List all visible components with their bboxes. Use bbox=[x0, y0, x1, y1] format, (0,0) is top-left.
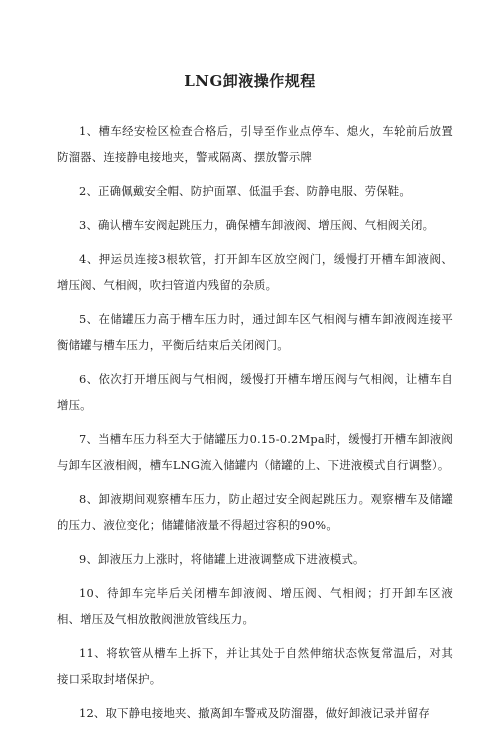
paragraph-8: 8、卸液期间观察槽车压力，防止超过安全阀起跳压力。观察槽车及储罐的压力、液位变化；储罐储液量不得超过容积的90%。 bbox=[57, 492, 453, 532]
paragraph-4: 4、押运员连接3根软管，打开卸车区放空阀门，缓慢打开槽车卸液阀、增压阀、气相阀，吹扫管道内残留的杂质。 bbox=[57, 252, 453, 292]
document-title: LNG卸液操作规程 bbox=[184, 72, 316, 90]
paragraph-10: 10、待卸车完毕后关闭槽车卸液阀、增压阀、气相阀；打开卸车区液相、增压及气相放散阀泄放管线压力。 bbox=[57, 586, 453, 626]
paragraph-11: 11、将软管从槽车上拆下，并让其处于自然伸缩状态恢复常温后，对其接口采取封堵保护。 bbox=[57, 646, 453, 686]
document-body bbox=[57, 118, 453, 734]
paragraph-9: 9、卸液压力上涨时，将储罐上进液调整成下进液模式。 bbox=[79, 552, 365, 566]
paragraph-6: 6、依次打开增压阀与气相阀，缓慢打开槽车增压阀与气相阀，让槽车自增压。 bbox=[57, 372, 453, 412]
paragraph-5: 5、在储罐压力高于槽车压力时，通过卸车区气相阀与槽车卸液阀连接平衡储罐与槽车压力，平衡后结束后关闭阀门。 bbox=[57, 312, 453, 352]
paragraph-7: 7、当槽车压力科至大于储罐压力0.15-0.2Mpa时，缓慢打开槽车卸液阀与卸车区液相阀，槽车LNG流入储罐内（储罐的上、下进液模式自行调整）。 bbox=[57, 432, 453, 472]
paragraph-2: 2、正确佩戴安全帽、防护面罩、低温手套、防静电服、劳保鞋。 bbox=[79, 184, 411, 198]
paragraph-12: 12、取下静电接地夹、撤离卸车警戒及防溜器，做好卸液记录并留存 bbox=[79, 706, 431, 720]
paragraph-3: 3、确认槽车安阀起跳压力，确保槽车卸液阀、增压阀、气相阀关闭。 bbox=[79, 218, 435, 232]
paragraph-1: 1、槽车经安检区检查合格后，引导至作业点停车、熄火，车轮前后放置防溜器、连接静电接地夹，警戒隔离、摆放警示牌 bbox=[57, 124, 453, 164]
